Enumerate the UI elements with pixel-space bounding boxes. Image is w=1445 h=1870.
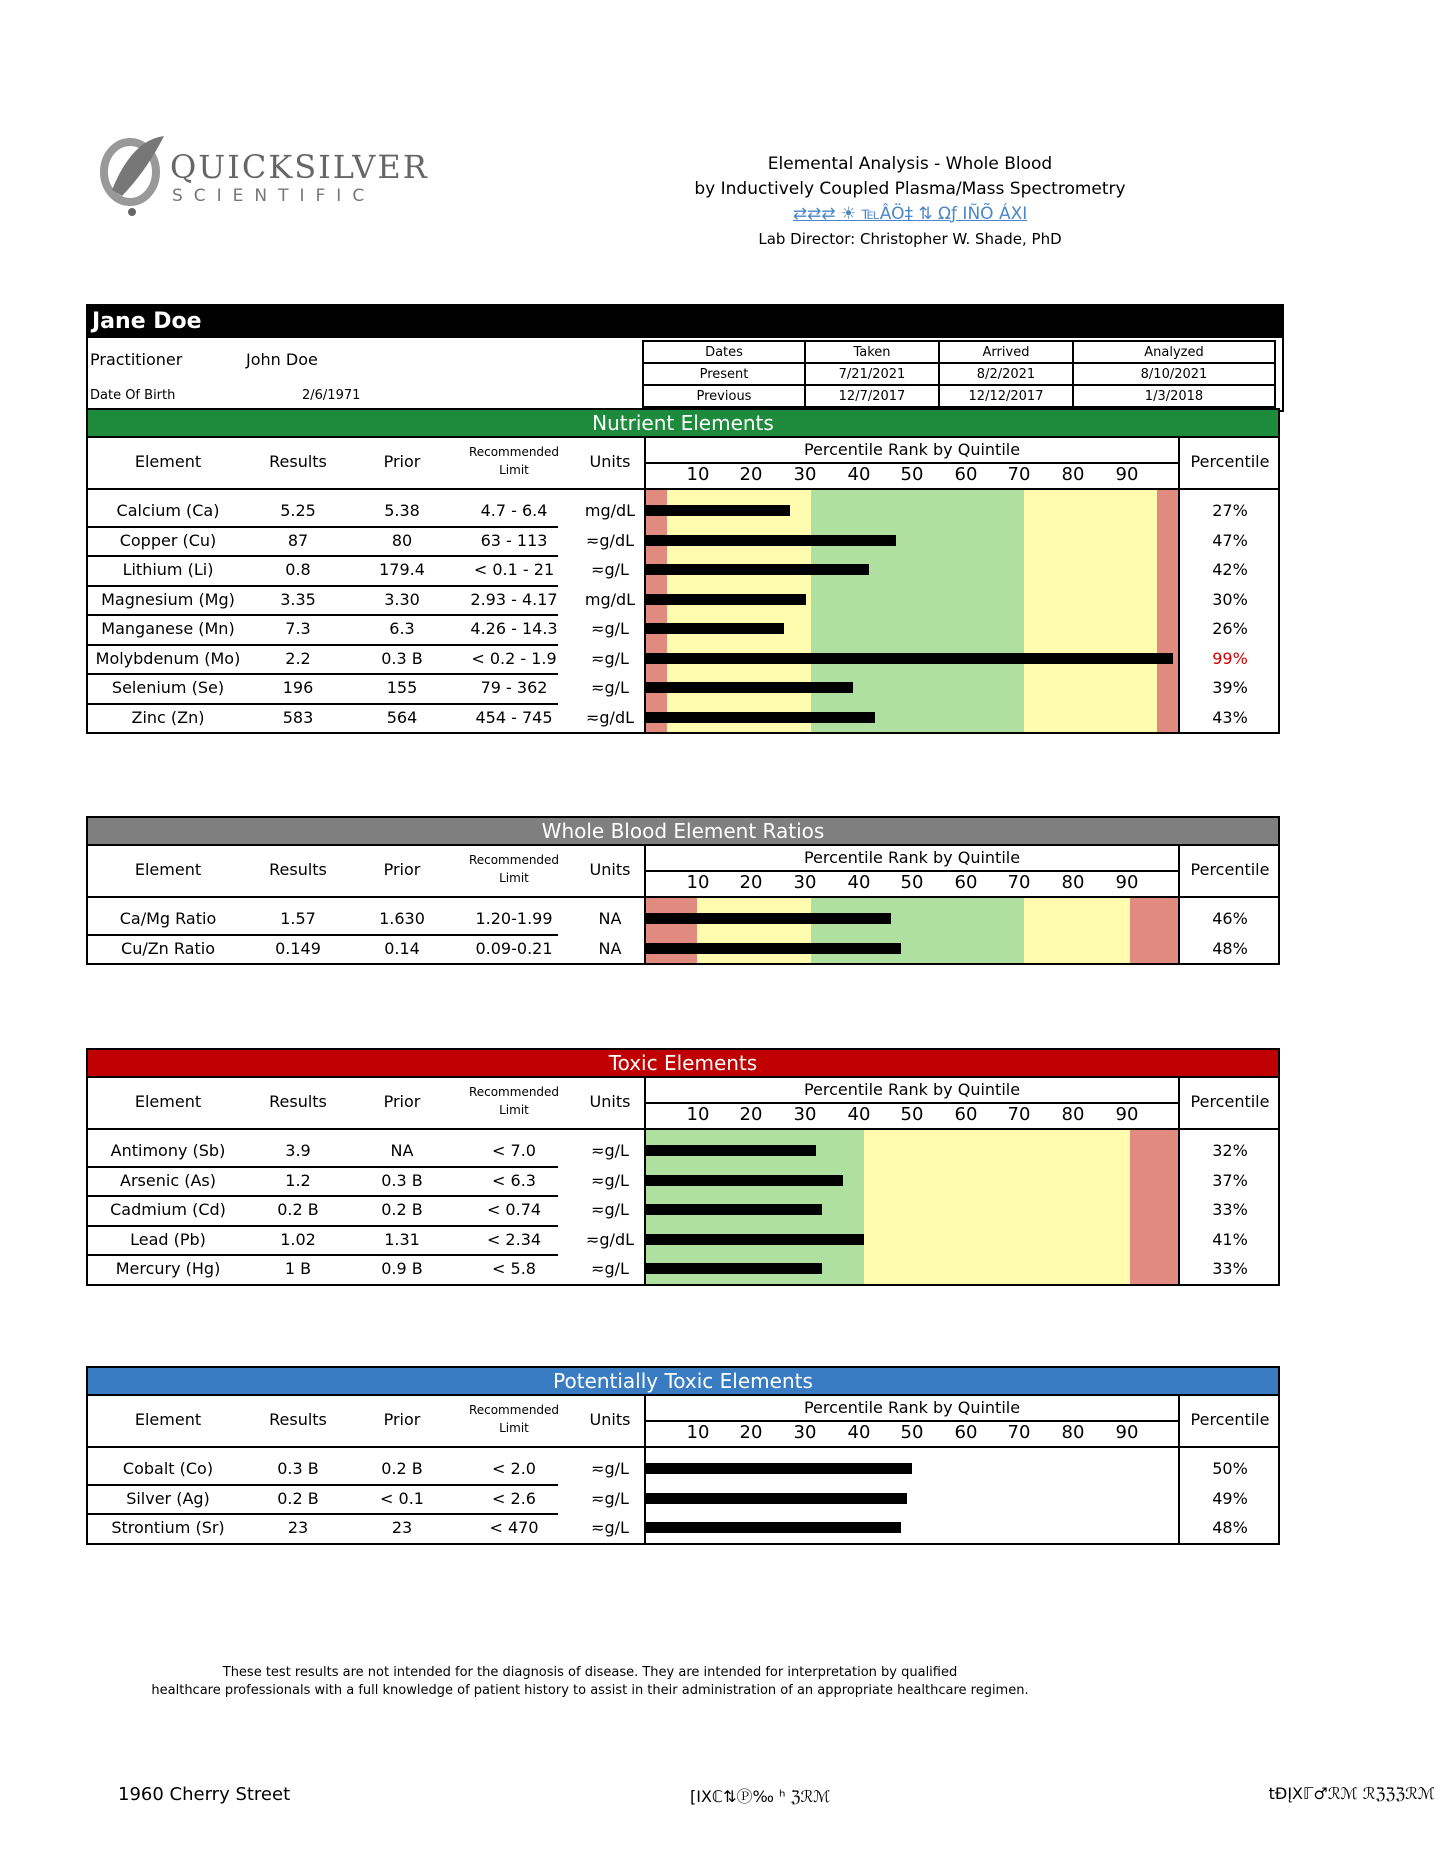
row-divider bbox=[88, 555, 558, 557]
quintile-tick: 60 bbox=[954, 464, 978, 485]
column-headers bbox=[88, 438, 1278, 490]
col-prior: Prior bbox=[383, 1410, 421, 1429]
disclaimer-line-2: healthcare professionals with a full knowledge of patient history to assist in their administration of an appropriate healthcare regimen. bbox=[151, 1683, 1029, 1698]
cell-limit: < 2.0 bbox=[492, 1459, 536, 1478]
cell-percentile: 43% bbox=[1212, 707, 1248, 727]
quintile-tick: 60 bbox=[954, 1104, 978, 1125]
row-divider bbox=[88, 644, 558, 646]
cell-results: 0.2 B bbox=[277, 1488, 319, 1508]
lab-director: Lab Director: Christopher W. Shade, PhD bbox=[758, 230, 1062, 248]
cell-limit: 4.26 - 14.3 bbox=[470, 619, 558, 638]
cell-percentile: 99% bbox=[1212, 648, 1248, 668]
quintile-tick: 10 bbox=[686, 1422, 710, 1443]
patient-info bbox=[86, 304, 1284, 412]
column-headers bbox=[88, 846, 1278, 898]
cell-prior: 80 bbox=[391, 530, 413, 550]
cell-units: ≂g/dL bbox=[585, 707, 635, 727]
table-row bbox=[88, 644, 1278, 674]
table-row bbox=[88, 496, 1278, 526]
cell-percentile: 27% bbox=[1212, 501, 1248, 520]
footer-center: [IXℂ⇅Ⓟ‰ ʰ ℨℛℳ bbox=[690, 1787, 831, 1806]
col-rec-2: Limit bbox=[499, 1421, 529, 1435]
col-element: Element bbox=[134, 860, 202, 879]
quintile-tick: 70 bbox=[1007, 872, 1031, 893]
cell-prior: 6.3 bbox=[389, 619, 415, 638]
quintile-tick: 30 bbox=[793, 1104, 817, 1125]
dob-label: Date Of Birth bbox=[90, 388, 176, 403]
quintile-title: Percentile Rank by Quintile bbox=[803, 1080, 1021, 1099]
cell-prior: NA bbox=[390, 1141, 414, 1160]
quintile-tick: 40 bbox=[847, 1104, 871, 1125]
cell-element: Magnesium (Mg) bbox=[101, 589, 235, 609]
cell-results: 1.02 bbox=[280, 1229, 316, 1249]
taken-header: Taken bbox=[805, 341, 939, 363]
quintile-tick: 90 bbox=[1115, 464, 1139, 485]
col-results: Results bbox=[269, 1092, 327, 1111]
toxic-elements-section bbox=[86, 1048, 1280, 1286]
cell-limit: 454 - 745 bbox=[475, 707, 553, 727]
col-results: Results bbox=[269, 452, 327, 471]
quintile-header bbox=[644, 846, 1180, 896]
quintile-tick: 70 bbox=[1007, 1422, 1031, 1443]
table-row bbox=[88, 1454, 1278, 1484]
cell-percentile: 30% bbox=[1212, 589, 1248, 609]
row-divider bbox=[88, 1484, 558, 1486]
section-rows bbox=[88, 1448, 1278, 1543]
row-divider bbox=[88, 614, 558, 616]
quintile-header bbox=[644, 438, 1180, 488]
dates-header: Dates bbox=[643, 341, 805, 363]
cell-results: 7.3 bbox=[285, 619, 311, 638]
cell-percentile: 49% bbox=[1212, 1488, 1248, 1508]
quintile-tick: 10 bbox=[686, 872, 710, 893]
section-rows bbox=[88, 1130, 1278, 1284]
col-percentile: Percentile bbox=[1190, 452, 1270, 471]
cell-prior: 0.3 B bbox=[381, 1170, 423, 1190]
cell-percentile: 33% bbox=[1212, 1259, 1248, 1278]
cell-results: 2.2 bbox=[285, 648, 311, 668]
cell-element: Cadmium (Cd) bbox=[110, 1200, 226, 1219]
company-logo bbox=[92, 130, 429, 230]
cell-prior: 1.31 bbox=[384, 1229, 420, 1249]
table-row bbox=[88, 1225, 1278, 1255]
previous-label: Previous bbox=[643, 385, 805, 407]
cell-element: Calcium (Ca) bbox=[116, 501, 220, 520]
disclaimer bbox=[140, 1664, 1040, 1700]
cell-units: ≂g/dL bbox=[585, 530, 635, 550]
table-row bbox=[88, 555, 1278, 585]
table-row bbox=[88, 614, 1278, 644]
col-percentile: Percentile bbox=[1190, 1092, 1270, 1111]
quintile-tick: 30 bbox=[793, 1422, 817, 1443]
row-divider bbox=[88, 1225, 558, 1227]
quintile-tick: 20 bbox=[739, 1104, 763, 1125]
cell-results: 3.9 bbox=[285, 1141, 311, 1160]
row-divider bbox=[88, 1513, 558, 1515]
row-divider bbox=[88, 585, 558, 587]
quintile-tick: 20 bbox=[739, 872, 763, 893]
footer-address: 1960 Cherry Street bbox=[118, 1784, 291, 1805]
col-units: Units bbox=[589, 1410, 631, 1429]
cell-limit: < 0.74 bbox=[486, 1200, 542, 1219]
cell-results: 5.25 bbox=[280, 501, 316, 520]
quintile-tick: 30 bbox=[793, 464, 817, 485]
column-headers bbox=[88, 1396, 1278, 1448]
cell-percentile: 26% bbox=[1212, 619, 1248, 638]
cell-percentile: 48% bbox=[1212, 938, 1248, 958]
cell-prior: 0.9 B bbox=[381, 1259, 423, 1278]
row-divider bbox=[88, 703, 558, 705]
cell-units: ≂g/L bbox=[591, 648, 629, 668]
cell-results: 0.3 B bbox=[277, 1459, 319, 1478]
cell-results: 196 bbox=[282, 678, 314, 697]
cell-limit: 0.09-0.21 bbox=[475, 938, 553, 958]
cell-limit: 63 - 113 bbox=[480, 530, 548, 550]
table-row bbox=[88, 585, 1278, 615]
col-prior: Prior bbox=[383, 1092, 421, 1111]
section-title: Nutrient Elements bbox=[88, 410, 1278, 438]
dates-table bbox=[642, 340, 1276, 408]
present-label: Present bbox=[643, 363, 805, 385]
cell-prior: 564 bbox=[386, 707, 418, 727]
quintile-tick: 70 bbox=[1007, 464, 1031, 485]
cell-limit: 2.93 - 4.17 bbox=[470, 589, 558, 609]
col-element: Element bbox=[134, 452, 202, 471]
cell-element: Lead (Pb) bbox=[130, 1229, 206, 1249]
col-element: Element bbox=[134, 1092, 202, 1111]
col-percentile: Percentile bbox=[1190, 1410, 1270, 1429]
section-title: Whole Blood Element Ratios bbox=[88, 818, 1278, 846]
section-title: Toxic Elements bbox=[88, 1050, 1278, 1078]
cell-prior: 23 bbox=[391, 1518, 413, 1537]
row-divider bbox=[88, 526, 558, 528]
cell-results: 3.35 bbox=[280, 589, 316, 609]
col-rec-1: Recommended bbox=[468, 445, 560, 459]
cell-element: Selenium (Se) bbox=[111, 678, 225, 697]
table-row bbox=[88, 1195, 1278, 1225]
cell-units: ≂g/L bbox=[591, 619, 629, 638]
cell-results: 583 bbox=[282, 707, 314, 727]
col-rec-2: Limit bbox=[499, 871, 529, 885]
col-prior: Prior bbox=[383, 860, 421, 879]
logo-leaf-icon bbox=[92, 130, 172, 220]
cell-element: Cobalt (Co) bbox=[122, 1459, 214, 1478]
table-row bbox=[88, 1484, 1278, 1514]
cell-units: ≂g/L bbox=[591, 1459, 629, 1478]
present-taken: 7/21/2021 bbox=[805, 363, 939, 385]
cell-limit: < 0.2 - 1.9 bbox=[471, 648, 557, 668]
table-row bbox=[88, 1136, 1278, 1166]
cell-element: Strontium (Sr) bbox=[111, 1518, 225, 1537]
analyzed-header: Analyzed bbox=[1073, 341, 1275, 363]
quintile-title: Percentile Rank by Quintile bbox=[803, 848, 1021, 867]
quintile-tick: 80 bbox=[1061, 1104, 1085, 1125]
logo-word-scientific: SCIENTIFIC bbox=[172, 186, 376, 206]
table-row bbox=[88, 1166, 1278, 1196]
cell-element: Manganese (Mn) bbox=[101, 619, 235, 638]
cell-units: ≂g/L bbox=[591, 1259, 629, 1278]
quintile-tick: 90 bbox=[1115, 1104, 1139, 1125]
cell-percentile: 32% bbox=[1212, 1141, 1248, 1160]
cell-prior: 0.2 B bbox=[381, 1459, 423, 1478]
cell-percentile: 46% bbox=[1212, 909, 1248, 928]
dob-value: 2/6/1971 bbox=[302, 388, 361, 403]
nutrient-elements-section bbox=[86, 408, 1280, 734]
column-headers bbox=[88, 1078, 1278, 1130]
cell-units: mg/dL bbox=[584, 589, 636, 609]
previous-arrived: 12/12/2017 bbox=[939, 385, 1073, 407]
cell-results: 1.2 bbox=[285, 1170, 311, 1190]
cell-percentile: 48% bbox=[1212, 1518, 1248, 1537]
quintile-tick: 60 bbox=[954, 1422, 978, 1443]
cell-prior: 0.14 bbox=[384, 938, 420, 958]
col-units: Units bbox=[589, 860, 631, 879]
quintile-tick: 90 bbox=[1115, 1422, 1139, 1443]
quintile-tick: 80 bbox=[1061, 464, 1085, 485]
present-arrived: 8/2/2021 bbox=[939, 363, 1073, 385]
disclaimer-line-1: These test results are not intended for the diagnosis of disease. They are intended for interpretation by qualified bbox=[222, 1665, 958, 1680]
cell-results: 23 bbox=[287, 1518, 309, 1537]
row-divider bbox=[88, 1195, 558, 1197]
cell-units: ≂g/L bbox=[591, 678, 629, 697]
quintile-tick: 40 bbox=[847, 464, 871, 485]
quintile-tick: 40 bbox=[847, 1422, 871, 1443]
report-title: Elemental Analysis - Whole Blood bbox=[767, 154, 1053, 174]
cell-percentile: 33% bbox=[1212, 1200, 1248, 1219]
cell-prior: < 0.1 bbox=[380, 1488, 424, 1508]
present-analyzed: 8/10/2021 bbox=[1073, 363, 1275, 385]
row-divider bbox=[88, 1254, 558, 1256]
quintile-tick: 70 bbox=[1007, 1104, 1031, 1125]
cell-percentile: 39% bbox=[1212, 678, 1248, 697]
col-results: Results bbox=[269, 1410, 327, 1429]
report-method: by Inductively Coupled Plasma/Mass Spectrometry bbox=[694, 179, 1126, 199]
table-row bbox=[88, 1513, 1278, 1543]
cell-units: ≂g/L bbox=[591, 1488, 629, 1508]
cell-percentile: 47% bbox=[1212, 530, 1248, 550]
cell-results: 1 B bbox=[284, 1259, 312, 1278]
cell-element: Cu/Zn Ratio bbox=[121, 938, 215, 958]
quintile-tick: 40 bbox=[847, 872, 871, 893]
quintile-header bbox=[644, 1396, 1180, 1446]
quintile-tick: 50 bbox=[900, 1422, 924, 1443]
cell-element: Lithium (Li) bbox=[122, 560, 214, 579]
cell-prior: 0.3 B bbox=[381, 648, 423, 668]
quintile-header bbox=[644, 1078, 1180, 1128]
table-row bbox=[88, 673, 1278, 703]
cell-limit: < 7.0 bbox=[492, 1141, 536, 1160]
cell-limit: 4.7 - 6.4 bbox=[480, 501, 548, 520]
quintile-tick: 50 bbox=[900, 872, 924, 893]
col-rec-2: Limit bbox=[499, 463, 529, 477]
col-rec-1: Recommended bbox=[468, 1085, 560, 1099]
cell-limit: 1.20-1.99 bbox=[475, 909, 553, 928]
lab-website-link[interactable]: ⇄⇄⇄ ☀ ℡ÂÖ‡ ⇅ Ωƒ IÑÕ ÁXI bbox=[792, 204, 1028, 224]
potentially-toxic-section bbox=[86, 1366, 1280, 1545]
cell-results: 87 bbox=[287, 530, 309, 550]
previous-taken: 12/7/2017 bbox=[805, 385, 939, 407]
section-rows bbox=[88, 898, 1278, 963]
table-row bbox=[88, 904, 1278, 934]
cell-limit: < 2.6 bbox=[492, 1488, 536, 1508]
quintile-tick: 80 bbox=[1061, 1422, 1085, 1443]
cell-percentile: 42% bbox=[1212, 560, 1248, 579]
quintile-tick: 50 bbox=[900, 464, 924, 485]
col-units: Units bbox=[589, 452, 631, 471]
cell-element: Silver (Ag) bbox=[126, 1488, 210, 1508]
col-prior: Prior bbox=[383, 452, 421, 471]
quintile-tick: 50 bbox=[900, 1104, 924, 1125]
cell-element: Copper (Cu) bbox=[119, 530, 217, 550]
cell-units: NA bbox=[598, 909, 622, 928]
quintile-tick: 80 bbox=[1061, 872, 1085, 893]
report-header bbox=[580, 152, 1240, 252]
quintile-tick: 20 bbox=[739, 464, 763, 485]
col-results: Results bbox=[269, 860, 327, 879]
cell-prior: 179.4 bbox=[379, 560, 425, 579]
previous-analyzed: 1/3/2018 bbox=[1073, 385, 1275, 407]
cell-results: 0.8 bbox=[285, 560, 311, 579]
quintile-tick: 20 bbox=[739, 1422, 763, 1443]
cell-limit: 79 - 362 bbox=[480, 678, 548, 697]
arrived-header: Arrived bbox=[939, 341, 1073, 363]
cell-units: ≂g/L bbox=[591, 560, 629, 579]
cell-element: Mercury (Hg) bbox=[115, 1259, 221, 1278]
cell-units: ≂g/L bbox=[591, 1170, 629, 1190]
cell-limit: < 5.8 bbox=[492, 1259, 536, 1278]
col-element: Element bbox=[134, 1410, 202, 1429]
cell-element: Antimony (Sb) bbox=[110, 1141, 226, 1160]
quintile-tick: 30 bbox=[793, 872, 817, 893]
cell-prior: 1.630 bbox=[379, 909, 425, 928]
table-row bbox=[88, 703, 1278, 733]
cell-limit: < 0.1 - 21 bbox=[473, 560, 555, 579]
row-divider bbox=[88, 673, 558, 675]
cell-element: Ca/Mg Ratio bbox=[119, 909, 217, 928]
quintile-tick: 10 bbox=[686, 464, 710, 485]
cell-percentile: 50% bbox=[1212, 1459, 1248, 1478]
cell-units: ≂g/dL bbox=[585, 1229, 635, 1249]
cell-element: Arsenic (As) bbox=[120, 1170, 216, 1190]
col-rec-2: Limit bbox=[499, 1103, 529, 1117]
quintile-title: Percentile Rank by Quintile bbox=[803, 440, 1021, 459]
cell-limit: < 6.3 bbox=[492, 1170, 536, 1190]
row-divider bbox=[88, 1166, 558, 1168]
section-title: Potentially Toxic Elements bbox=[88, 1368, 1278, 1396]
col-percentile: Percentile bbox=[1190, 860, 1270, 879]
cell-results: 1.57 bbox=[280, 909, 316, 928]
quintile-tick: 10 bbox=[686, 1104, 710, 1125]
quintile-title: Percentile Rank by Quintile bbox=[803, 1398, 1021, 1417]
patient-name: Jane Doe bbox=[88, 306, 1282, 338]
cell-units: ≂g/L bbox=[591, 1518, 629, 1537]
cell-limit: < 470 bbox=[489, 1518, 539, 1537]
practitioner-label: Practitioner bbox=[90, 350, 183, 369]
cell-element: Zinc (Zn) bbox=[131, 707, 205, 727]
cell-prior: 5.38 bbox=[384, 501, 420, 520]
cell-prior: 155 bbox=[386, 678, 418, 697]
row-divider bbox=[88, 934, 558, 936]
cell-results: 0.149 bbox=[275, 938, 321, 958]
quintile-tick: 60 bbox=[954, 872, 978, 893]
col-rec-1: Recommended bbox=[468, 853, 560, 867]
practitioner-name: John Doe bbox=[246, 350, 318, 369]
quintile-tick: 90 bbox=[1115, 872, 1139, 893]
cell-element: Molybdenum (Mo) bbox=[95, 648, 241, 668]
cell-limit: < 2.34 bbox=[486, 1229, 542, 1249]
cell-percentile: 41% bbox=[1212, 1229, 1248, 1249]
cell-results: 0.2 B bbox=[277, 1200, 319, 1219]
logo-word-quicksilver: QUICKSILVER bbox=[170, 148, 429, 186]
section-rows bbox=[88, 490, 1278, 732]
footer-right: tÐĮXℾ♂ℛℳ ℛℨℨℨℛℳ bbox=[1268, 1784, 1435, 1803]
table-row bbox=[88, 934, 1278, 964]
cell-units: ≂g/L bbox=[591, 1141, 629, 1160]
table-row bbox=[88, 1254, 1278, 1284]
col-units: Units bbox=[589, 1092, 631, 1111]
col-rec-1: Recommended bbox=[468, 1403, 560, 1417]
cell-units: NA bbox=[598, 938, 622, 958]
cell-units: mg/dL bbox=[584, 501, 636, 520]
cell-units: ≂g/L bbox=[591, 1200, 629, 1219]
cell-prior: 3.30 bbox=[384, 589, 420, 609]
table-row bbox=[88, 526, 1278, 556]
ratios-section bbox=[86, 816, 1280, 965]
cell-percentile: 37% bbox=[1212, 1170, 1248, 1190]
cell-prior: 0.2 B bbox=[381, 1200, 423, 1219]
